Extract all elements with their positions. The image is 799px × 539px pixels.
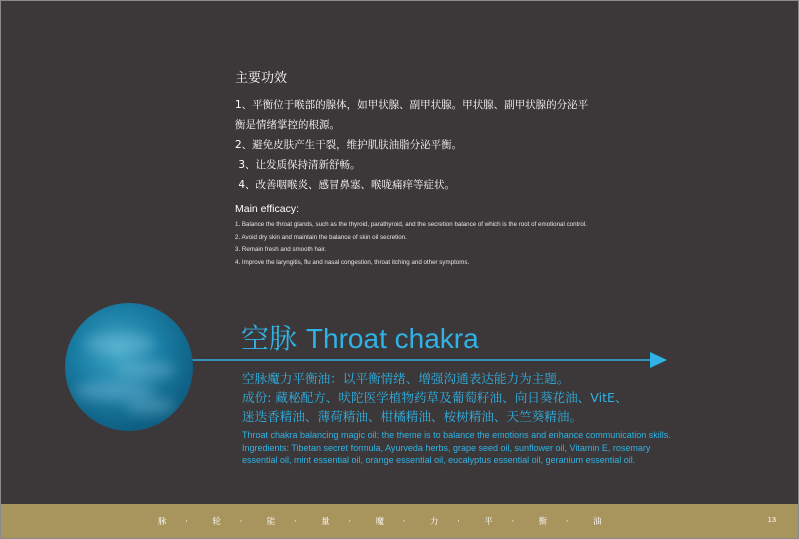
chinese-efficacy-line: 4、改善咽喉炎、感冒鼻塞、喉咙痛痒等症状。 xyxy=(235,179,456,191)
footer-slogan xyxy=(158,515,620,527)
description-en-line: Ingredients: Tibetan secret formula, Ayurveda herbs, grape seed oil, sunflower oil, Vitamin E, rosemary xyxy=(242,442,651,453)
chinese-efficacy-line: 衡是情绪掌控的根源。 xyxy=(235,119,340,131)
blue-sky-orb-image xyxy=(65,303,193,431)
footer-char: 能 xyxy=(266,517,276,527)
english-efficacy-line: 3. Remain fresh and smooth hair. xyxy=(235,246,327,254)
footer-char: · xyxy=(511,517,515,527)
english-efficacy-title: Main efficacy: xyxy=(235,203,299,215)
footer-char: 脉 xyxy=(158,517,167,527)
description-en-line: Throat chakra balancing magic oil: the theme is to balance the emotions and enhance communication skills. xyxy=(242,430,671,440)
footer-char: 魔 xyxy=(375,517,385,527)
footer-char: 平 xyxy=(484,517,493,527)
chinese-efficacy-line: 2、避免皮肤产生干裂，维护肌肤油脂分泌平衡。 xyxy=(235,139,463,151)
footer-char: 轮 xyxy=(212,517,221,527)
chakra-heading-en: Throat chakra xyxy=(305,323,479,354)
footer-char: · xyxy=(348,517,352,527)
product-description xyxy=(242,369,671,467)
footer-char: · xyxy=(185,517,188,527)
chakra-heading xyxy=(241,317,479,357)
footer-char: · xyxy=(293,517,297,527)
english-efficacy-line: 1. Balance the throat glands, such as the thyroid, parathyroid, and the secretion balance of which is the root of emotional control. xyxy=(235,221,587,228)
footer-char: 量 xyxy=(321,517,330,527)
english-efficacy-line: 4. Improve the laryngitis, flu and nasal congestion, throat itching and other symptoms. xyxy=(235,258,470,266)
chakra-heading-cn: 空脉 xyxy=(241,322,298,355)
footer-char: · xyxy=(402,517,406,527)
description-en-line: essential oil, mint essential oil, orange essential oil, eucalyptus essential oil, geranium essential oil. xyxy=(242,455,636,465)
footer-char: · xyxy=(565,517,569,527)
description-cn-line: 成份: 藏秘配方、吠陀医学植物药草及葡萄籽油、向日葵花油、VitE、 xyxy=(242,390,628,405)
page-number: 13 xyxy=(767,515,776,524)
footer-char: 油 xyxy=(593,517,602,527)
chinese-efficacy-line: 1、平衡位于喉部的腺体，如甲状腺、副甲状腺。甲状腺、副甲状腺的分泌平 xyxy=(235,99,589,111)
footer-char: · xyxy=(239,517,243,527)
footer-char: · xyxy=(457,517,460,527)
description-cn-line: 空脉魔力平衡油：以平衡情绪、增强沟通表达能力为主题。 xyxy=(242,371,570,386)
english-efficacy-line: 2. Avoid dry skin and maintain the balance of skin oil secretion. xyxy=(235,233,407,241)
chinese-efficacy-line: 3、让发质保持清新舒畅。 xyxy=(235,159,361,171)
description-cn-line: 迷迭香精油、薄荷精油、柑橘精油、桉树精油、天竺葵精油。 xyxy=(242,409,583,424)
footer-bar xyxy=(1,504,798,538)
chinese-efficacy-title: 主要功效 xyxy=(235,71,288,86)
footer-char: 衡 xyxy=(538,517,548,527)
footer-char: 力 xyxy=(429,517,439,527)
